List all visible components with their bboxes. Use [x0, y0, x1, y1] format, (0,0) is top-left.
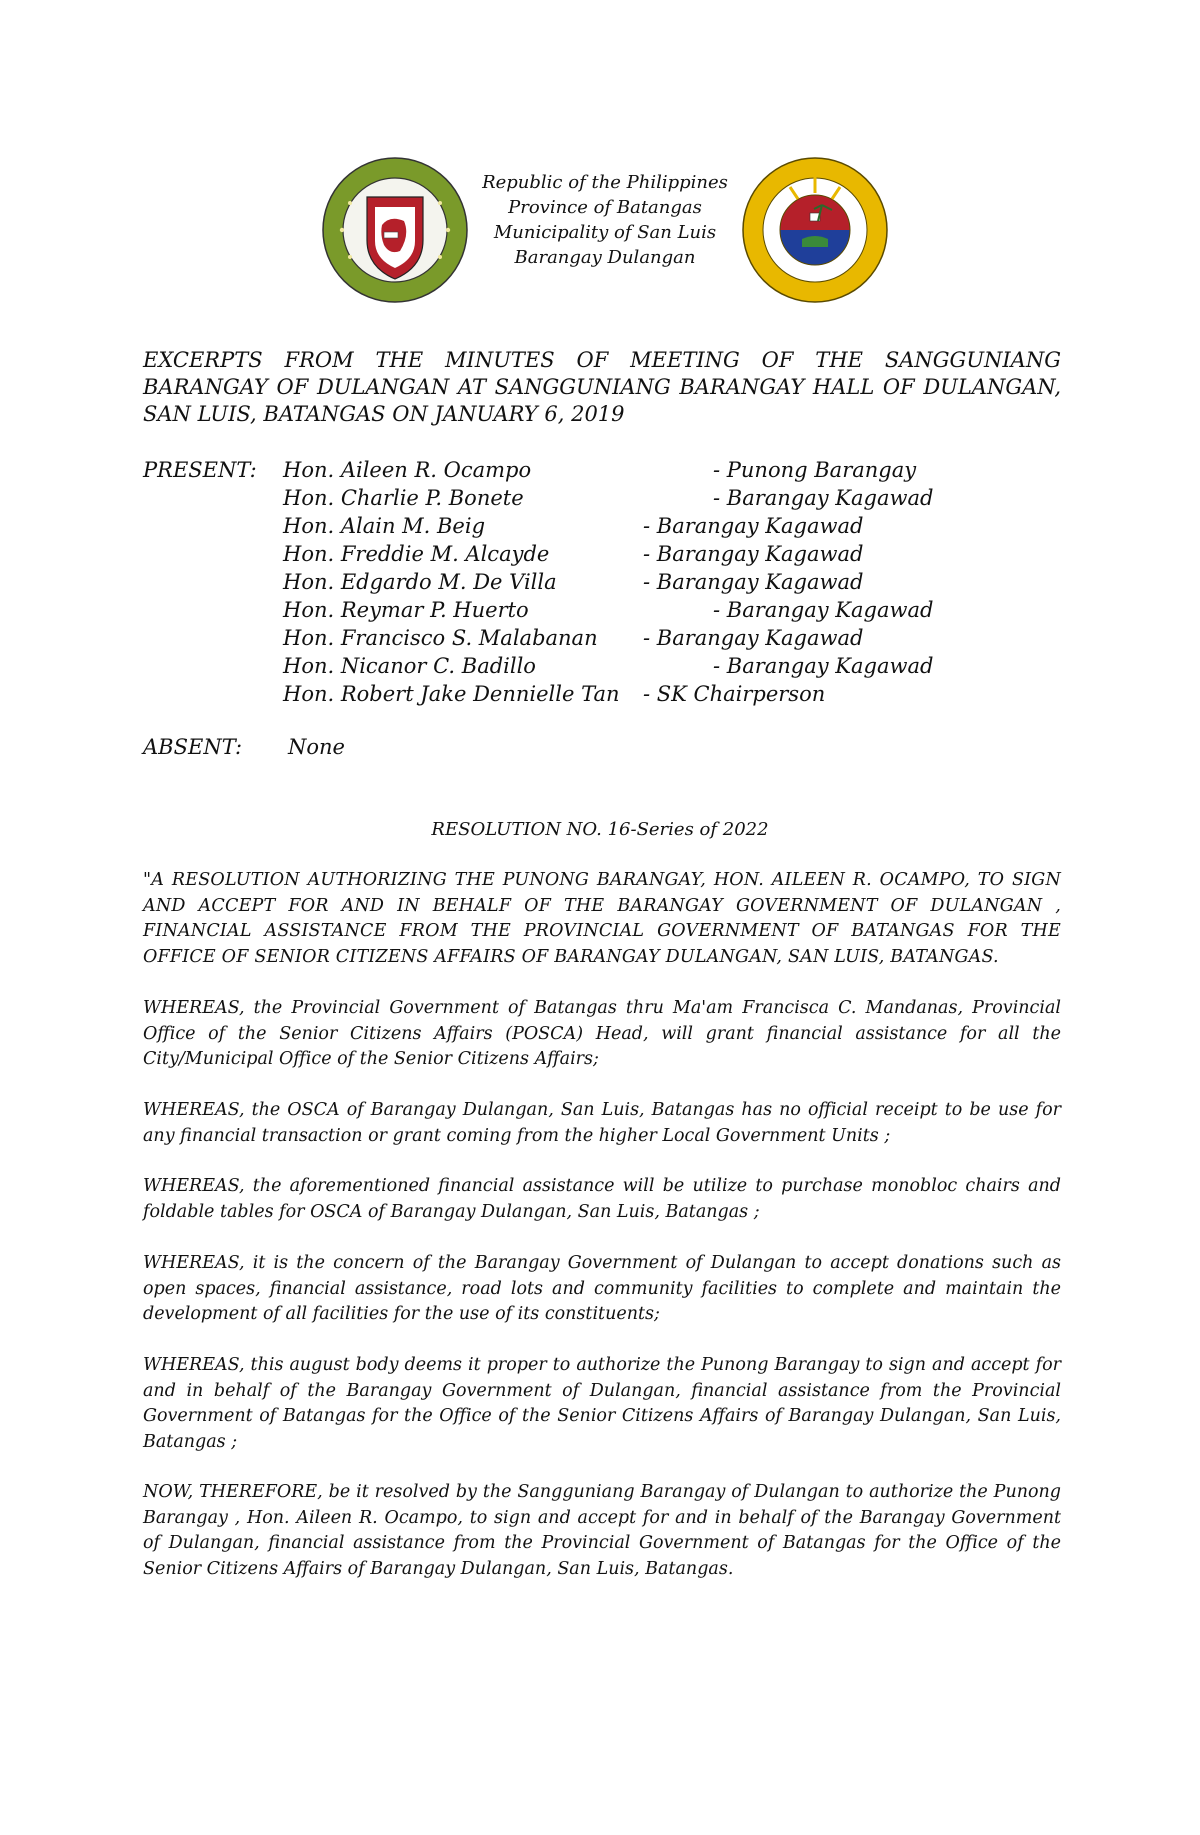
attendee-name: Hon. Charlie P. Bonete — [283, 486, 524, 510]
attendee-name: Hon. Francisco S. Malabanan — [283, 626, 598, 650]
whereas-clause: WHEREAS, the OSCA of Barangay Dulangan, San Luis, Batangas has no official receipt to be use for any financial transaction or grant coming from the higher Local Government Units ; — [143, 1100, 1061, 1146]
attendee-name: Hon. Reymar P. Huerto — [283, 598, 529, 622]
attendee-role: - Barangay Kagawad — [643, 542, 864, 566]
now-therefore-clause: NOW, THEREFORE, be it resolved by the Sangguniang Barangay of Dulangan to authorize the Punong Barangay , Hon. Aileen R. Ocampo, to sign and accept for and in behalf of the Barangay Government of Dulangan, financial assistance from the Provincial Government of Batangas for the Office of the Senior Citizens Affairs of Barangay Dulangan, San Luis, Batangas. — [143, 1482, 1061, 1579]
attendee-role: - Barangay Kagawad — [643, 626, 864, 650]
whereas-clause: WHEREAS, it is the concern of the Barangay Government of Dulangan to accept donations such as open spaces, financial assistance, road lots and community facilities to complete and maintain the development of all facilities for the use of its constituents; — [143, 1253, 1061, 1324]
attendee-role: - Punong Barangay — [713, 458, 917, 482]
attendee-name: Hon. Alain M. Beig — [283, 514, 486, 538]
attendee-role: - SK Chairperson — [643, 682, 826, 706]
header-municipality: Municipality of San Luis — [493, 222, 717, 243]
whereas-clause: WHEREAS, this august body deems it proper to authorize the Punong Barangay to sign and accept for and in behalf of the Barangay Government of Dulangan, financial assistance from the Provincial Government of Batangas for the Office of the Senior Citizens Affairs of Barangay Dulangan, San Luis, Batangas ; — [143, 1355, 1061, 1452]
dulangan-seal-logo — [740, 155, 890, 305]
resolution-title: "A RESOLUTION AUTHORIZING THE PUNONG BARANGAY, HON. AILEEN R. OCAMPO, TO SIGN AND ACCEPT FOR AND IN BEHALF OF THE BARANGAY GOVERNMENT OF DULANGAN , FINANCIAL ASSISTANCE FROM THE PROVINCIAL GOVERNMENT OF BATANGAS FOR THE OFFICE OF SENIOR CITIZENS AFFAIRS OF BARANGAY DULANGAN, SAN LUIS, BATANGAS. — [143, 870, 1061, 967]
attendee-name: Hon. Nicanor C. Badillo — [283, 654, 536, 678]
attendee-name: Hon. Edgardo M. De Villa — [283, 570, 557, 594]
attendee-name: Hon. Robert Jake Dennielle Tan — [283, 682, 620, 706]
attendee-role: - Barangay Kagawad — [643, 570, 864, 594]
header-republic: Republic of the Philippines — [482, 172, 728, 193]
header-barangay: Barangay Dulangan — [514, 247, 696, 268]
whereas-clause: WHEREAS, the Provincial Government of Batangas thru Ma'am Francisca C. Mandanas, Provincial Office of the Senior Citizens Affairs (POSCA) Head, will grant financial assistance for all the City/Municipal Office of the Senior Citizens Affairs; — [143, 998, 1061, 1069]
header-province: Province of Batangas — [508, 197, 702, 218]
attendee-role: - Barangay Kagawad — [713, 654, 934, 678]
san-luis-seal-logo — [320, 155, 470, 305]
attendee-role: - Barangay Kagawad — [643, 514, 864, 538]
resolution-number: RESOLUTION NO. 16-Series of 2022 — [431, 819, 769, 840]
attendee-role: - Barangay Kagawad — [713, 486, 934, 510]
attendee-name: Hon. Aileen R. Ocampo — [283, 458, 532, 482]
present-label: PRESENT: — [143, 458, 257, 482]
letterhead — [470, 170, 740, 270]
whereas-clause: WHEREAS, the aforementioned financial assistance will be utilize to purchase monobloc chairs and foldable tables for OSCA of Barangay Dulangan, San Luis, Batangas ; — [143, 1176, 1061, 1222]
absent-label: ABSENT: — [143, 735, 243, 759]
absent-value: None — [288, 735, 345, 759]
attendee-name: Hon. Freddie M. Alcayde — [283, 542, 550, 566]
attendee-role: - Barangay Kagawad — [713, 598, 934, 622]
minutes-title: EXCERPTS FROM THE MINUTES OF MEETING OF THE SANGGUNIANG BARANGAY OF DULANGAN AT SANGGUNIANG BARANGAY HALL OF DULANGAN, SAN LUIS, BATANGAS ON JANUARY 6, 2019 — [143, 348, 1061, 426]
